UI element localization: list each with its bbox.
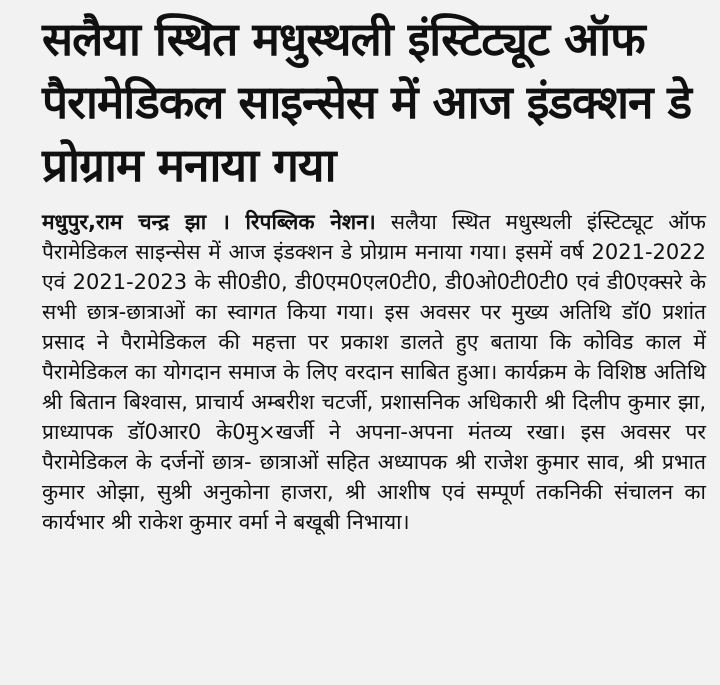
headline: सलैया स्थित मधुस्थली इंस्टिट्यूट ऑफ पैरामेडिकल साइन्सेस में आज इंडक्शन डे प्रोग्राम मनाया गया (42, 12, 692, 192)
article-text: सलैया स्थित मधुस्थली इंस्टिट्यूट ऑफ पैरामेडिकल साइन्सेस में आज इंडक्शन डे प्रोग्राम मनाया गया। इसमें वर्ष 2021-2022 एवं 2021-2023 के सी0डी0, डी0एम0एल0टी0, डी0ओ0टी0टी0 एवं डी0एक्सरे के सभी छात्र-छात्राओं का स्वागत किया गया। इस अवसर पर मुख्य अतिथि डॉ0 प्रशांत प्रसाद ने पैरामेडिकल की महत्ता पर प्रकाश डालते हुए बताया कि कोविड काल में पैरामेडिकल का योगदान समाज के लिए वरदान साबित हुआ। कार्यक्रम के विशिष्ठ अतिथि श्री बितान बिश्वास, प्राचार्य अम्बरीश चटर्जी, प्रशासनिक अधिकारी श्री दिलीप कुमार झा, प्राध्यापक डॉ0आर0 के0मु×खर्जी ने अपना-अपना मंतव्य रखा। इस अवसर पर पैरामेडिकल के दर्जनों छात्र- छात्राओं सहित अध्यापक श्री राजेश कुमार साव, श्री प्रभात कुमार ओझा, सुश्री अनुकोना हाजरा, श्री आशीष एवं सम्पूर्ण तकनिकी संचालन का कार्यभार श्री राकेश कुमार वर्मा ने बखूबी निभाया। (42, 210, 706, 534)
article-body (42, 207, 706, 537)
byline: मधुपुर,राम चन्द्र झा । रिपब्लिक नेशन। (42, 210, 376, 234)
